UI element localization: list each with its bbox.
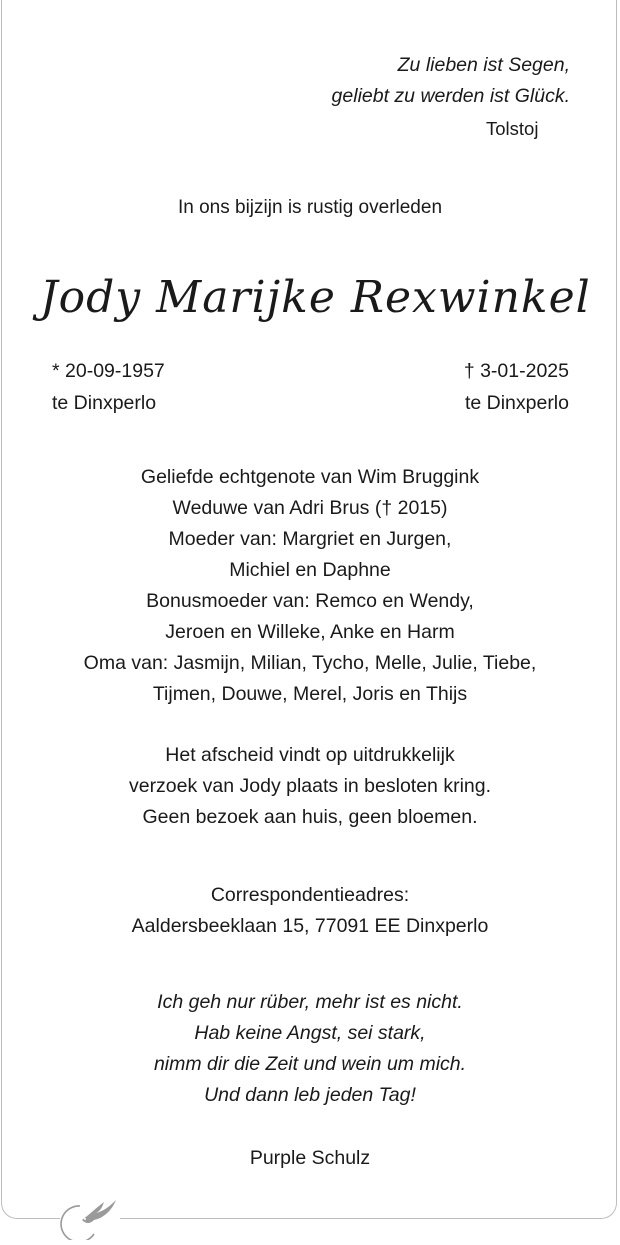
- farewell-section: [0, 740, 620, 833]
- farewell-line: Het afscheid vindt op uitdrukkelijk: [165, 744, 455, 766]
- poem-line: nimm dir die Zeit und wein um mich.: [153, 1053, 467, 1075]
- family-line: Jeroen en Willeke, Anke en Harm: [165, 621, 455, 643]
- family-line: Oma van: Jasmijn, Milian, Tycho, Melle, Julie, Tiebe,: [83, 652, 537, 674]
- family-line: Tijmen, Douwe, Merel, Joris en Thijs: [152, 683, 468, 705]
- farewell-line: verzoek van Jody plaats in besloten kring.: [128, 775, 492, 797]
- death-info: [464, 355, 569, 419]
- opening-quote-line: geliebt zu werden ist Glück.: [331, 85, 570, 107]
- opening-quote-author: Tolstoj: [486, 118, 539, 139]
- family-line: Geliefde echtgenote van Wim Bruggink: [140, 466, 480, 488]
- death-date: † 3-01-2025: [463, 360, 569, 382]
- correspondence-section: [0, 880, 620, 942]
- family-line: Moeder van: Margriet en Jurgen,: [168, 528, 452, 550]
- family-line: Michiel en Daphne: [229, 559, 391, 581]
- family-line: Bonusmoeder van: Remco en Wendy,: [146, 590, 474, 612]
- poem-author: Purple Schulz: [249, 1147, 371, 1169]
- birth-place: te Dinxperlo: [52, 392, 157, 414]
- poem-line: Hab keine Angst, sei stark,: [194, 1022, 426, 1044]
- opening-quote-line: Zu lieben ist Segen,: [397, 54, 570, 76]
- deceased-name: Jody Marijke Rexwinkel: [40, 272, 591, 323]
- opening-quote: [332, 50, 570, 112]
- closing-poem: [0, 987, 620, 1111]
- birth-date: * 20-09-1957: [52, 360, 165, 382]
- farewell-line: Geen bezoek aan huis, geen bloemen.: [142, 806, 478, 828]
- family-section: [0, 462, 620, 710]
- poem-line: Und dann leb jeden Tag!: [204, 1084, 416, 1106]
- poem-line: Ich geh nur rüber, mehr ist es nicht.: [157, 991, 463, 1013]
- correspondence-label: Correspondentieadres:: [210, 884, 410, 906]
- dove-icon: [60, 1194, 120, 1240]
- birth-info: [52, 355, 165, 419]
- correspondence-address: Aaldersbeeklaan 15, 77091 EE Dinxperlo: [131, 915, 489, 937]
- death-place: te Dinxperlo: [464, 392, 569, 414]
- intro-text: In ons bijzijn is rustig overleden: [177, 197, 443, 218]
- family-line: Weduwe van Adri Brus († 2015): [172, 497, 448, 519]
